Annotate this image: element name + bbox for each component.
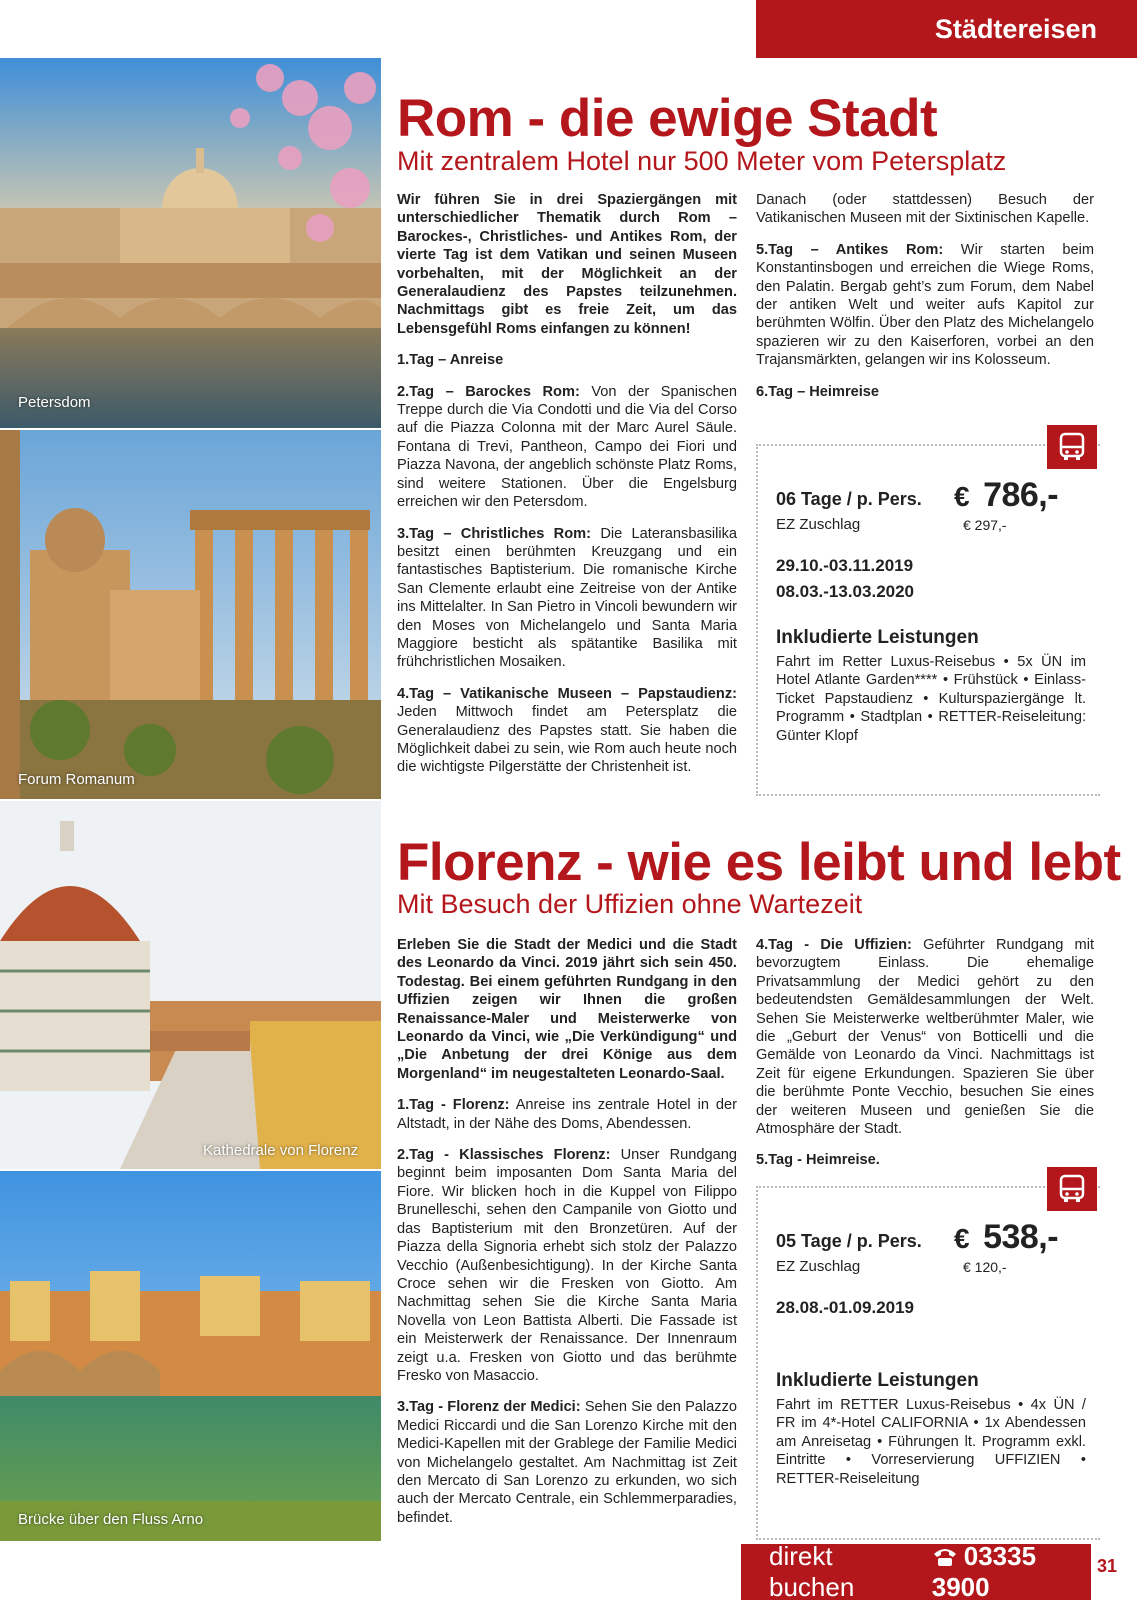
ez-label: EZ Zuschlag (776, 1258, 861, 1275)
rome-day4: 4.Tag – Vatikanische Museen – Papstaudienz: Jeden Mittwoch findet am Petersplatz die Generalaudienz des Papstes statt. Sie haben die Möglichkeit dabei zu sein, wie Rom auch heute noch die wichtigste Pilgerstätte der Christenheit ist. (397, 685, 737, 776)
price-amount: € 786,- (954, 476, 1059, 514)
travel-dates: 29.10.-03.11.2019 08.03.-13.03.2020 (776, 556, 915, 601)
rome-day5: 5.Tag – Antikes Rom: Wir starten beim Konstantinsbogen und erreichen die Wiege Roms, den Palatin. Bergab geht’s zum Forum, dem Nabel der antiken Welt und weiter aufs Kapitol zur berühmten Wölfin. Über den Platz des Michelangelo spazieren wir zu den Kaiserforen, vorbei an den Trajansmärkten, gelangen wir ins Kolosseum. (756, 241, 1095, 369)
photo-petersdom (0, 58, 381, 428)
florence-day1: 1.Tag - Florenz: Anreise ins zentrale Hotel in der Altstadt, in der Nähe des Doms, Abendessen. (397, 1097, 737, 1132)
phone-icon (932, 1546, 958, 1568)
rome-day4-cont: Danach (oder stattdessen) Besuch der Vatikanischen Museen mit der Sixtinischen Kapelle. (756, 192, 1094, 227)
included-text: Fahrt im Retter Luxus-Reisebus • 5x ÜN im Hotel Atlante Garden**** • Frühstück • Einlass-Ticket Papstaudienz • Kulturspaziergänge lt. Programm • Stadtplan • RETTER-Reiseleitung: Günter Klopf (776, 654, 1086, 744)
rome-column-left (397, 191, 737, 790)
photo-forum-romanum (0, 430, 381, 799)
price-duration: 06 Tage / p. Pers. (776, 489, 922, 509)
price-amount: € 538,- (954, 1218, 1059, 1256)
rome-price-box (756, 444, 1100, 796)
photo-caption: Kathedrale von Florenz (203, 1142, 359, 1159)
rome-column-right (756, 191, 1094, 414)
photo-ponte-vecchio (0, 1171, 381, 1541)
section-title: Städtereisen (934, 13, 1097, 44)
florence-day2: 2.Tag - Klassisches Florenz: Unser Rundgang beginnt beim imposanten Dom Santa Maria del Fiore. Wir blicken hoch in die Kuppel von Filippo Brunelleschi, sehen den Campanile von Giotto und das Baptisterium mit den Bronzetüren. Auf der Piazza della Signoria erhebt sich stolz der Palazzo Vecchio (Außenbesichtigung). In der Kirche Santa Croce sehen wir die Fresken von Giotto. Am Nachmittag sehen Sie die Kirche Santa Maria Novella von Leon Battista Alberti. Die Fassade ist ein Meisterwerk der Renaissance. Der Innenraum zeigt u.a. Fresken von Giotto und das berühmte Fresko von Masaccio. (397, 1147, 737, 1384)
florence-column-right (756, 936, 1094, 1183)
booking-cta: direkt buchen (769, 1541, 855, 1602)
florence-column-left (397, 936, 737, 1540)
rome-day2: 2.Tag – Barockes Rom: Von der Spanischen Treppe durch die Via Condotti und die Via del Corso auf die Piazza Colonna mit der Marc Aurel Säule. Fontana di Trevi, Pantheon, Campo dei Fiori und Piazza Navona, der angeblich schönste Platz Roms, sind weitere Stationen. Über die Engelsburg erreichen wir den Petersdom. (397, 383, 737, 511)
florence-intro: Erleben Sie die Stadt der Medici und die Stadt des Leonardo da Vinci. 2019 jährt sich sein 450. Todestag. Bei einem geführten Rundgang in den Uffizien zeigen wir Ihnen die großen Renaissance-Maler und Meisterwerke von Leonardo da Vinci, wie „Die Verkündigung“ und „Die Anbetung der drei Könige aus dem Morgenland“ im neugestalteten Leonardo-Saal. (397, 937, 737, 1082)
bus-icon (1047, 425, 1097, 469)
photo-caption: Forum Romanum (18, 771, 135, 788)
included-heading: Inkludierte Leistungen (776, 627, 979, 648)
rome-intro: Wir führen Sie in drei Spaziergängen mit unterschiedlicher Thematik durch Rom – Barockes-, Christliches- und Antikes Rom, der vierte Tag ist dem Vatikan und seinen Museen vorbehalten, mit der Möglichkeit an der Generalaudienz des Papstes teilzunehmen. Nachmittags gibt es freie Zeit, um das Lebensgefühl Roms einfangen zu können! (397, 192, 737, 337)
section-tab (756, 0, 1137, 58)
travel-dates: 28.08.-01.09.2019 (776, 1298, 915, 1317)
florence-price-box (756, 1186, 1100, 1540)
florence-title: Florenz - wie es leibt und lebt (397, 833, 1121, 892)
rome-day3: 3.Tag – Christliches Rom: Die Lateransbasilika besitzt einen berühmten Kreuzgang und ein fantastisches Baptisterium. Die romanische Kirche San Clemente erlaubt eine Zeitreise von der Antike ins Mittelalter. In San Pietro in Vincoli bewundern wir den Moses von Michelangelo und Santa Maria Maggiore besticht als spätantike Basilika mit frühchristlichen Mosaiken. (397, 525, 738, 671)
rome-day6: 6.Tag – Heimreise (756, 383, 880, 400)
florence-day3: 3.Tag - Florenz der Medici: Sehen Sie den Palazzo Medici Riccardi und die San Lorenzo Kirche mit den Medici-Kapellen mit der Grablege der Familie Medici von Michelangelo gestaltet. Am Nachmittag ist Zeit den Mercato di San Lorenzo zu erkunden, wo sich auch der Mercato Centrale, ein Schlemmerparadies, befindet. (397, 1399, 737, 1526)
phone-number[interactable]: 03335 3900 (931, 1541, 1037, 1602)
photo-kathedrale-florenz (0, 801, 381, 1169)
rome-day1: 1.Tag – Anreise (397, 352, 504, 369)
bus-icon (1047, 1167, 1097, 1211)
included-text: Fahrt im RETTER Luxus-Reisebus • 4x ÜN / FR im 4*-Hotel CALIFORNIA • 1x Abendessen am Anreisetag • Führungen lt. Programm exkl. Eintritte • Vorreservierung UFFIZIEN • RETTER-Reiseleitung (776, 1397, 1086, 1487)
included-heading: Inkludierte Leistungen (776, 1370, 979, 1391)
florence-day4: 4.Tag - Die Uffizien: Geführter Rundgang mit bevorzugtem Einlass. Die ehemalige Privatsammlung der Medici gehört zu den bedeutendsten Gemäldesammlungen der Welt. Sehen Sie Meisterwerke weltberühmter Maler, wie die „Geburt der Venus“ von Botticelli und die Gemälde von Leonardo da Vinci. Nachmittags ist Zeit für eigene Erkundungen. Spazieren Sie über die berühmte Ponte Vecchio, besuchen Sie eines der weiteren Museen und genießen Sie die Atmosphäre der Stadt. (756, 937, 1095, 1138)
florence-day5: 5.Tag - Heimreise. (756, 1152, 880, 1169)
florence-subtitle: Mit Besuch der Uffizien ohne Wartezeit (397, 889, 863, 919)
booking-banner[interactable] (741, 1541, 1091, 1602)
page-number: 31 (1097, 1556, 1118, 1576)
photo-caption: Petersdom (18, 394, 91, 411)
ez-value: € 120,- (963, 1259, 1007, 1275)
rome-title: Rom - die ewige Stadt (397, 89, 938, 148)
photo-caption: Brücke über den Fluss Arno (18, 1511, 204, 1528)
ez-value: € 297,- (963, 517, 1007, 533)
price-duration: 05 Tage / p. Pers. (776, 1231, 922, 1251)
rome-subtitle: Mit zentralem Hotel nur 500 Meter vom Petersplatz (397, 146, 1007, 176)
ez-label: EZ Zuschlag (776, 516, 861, 533)
